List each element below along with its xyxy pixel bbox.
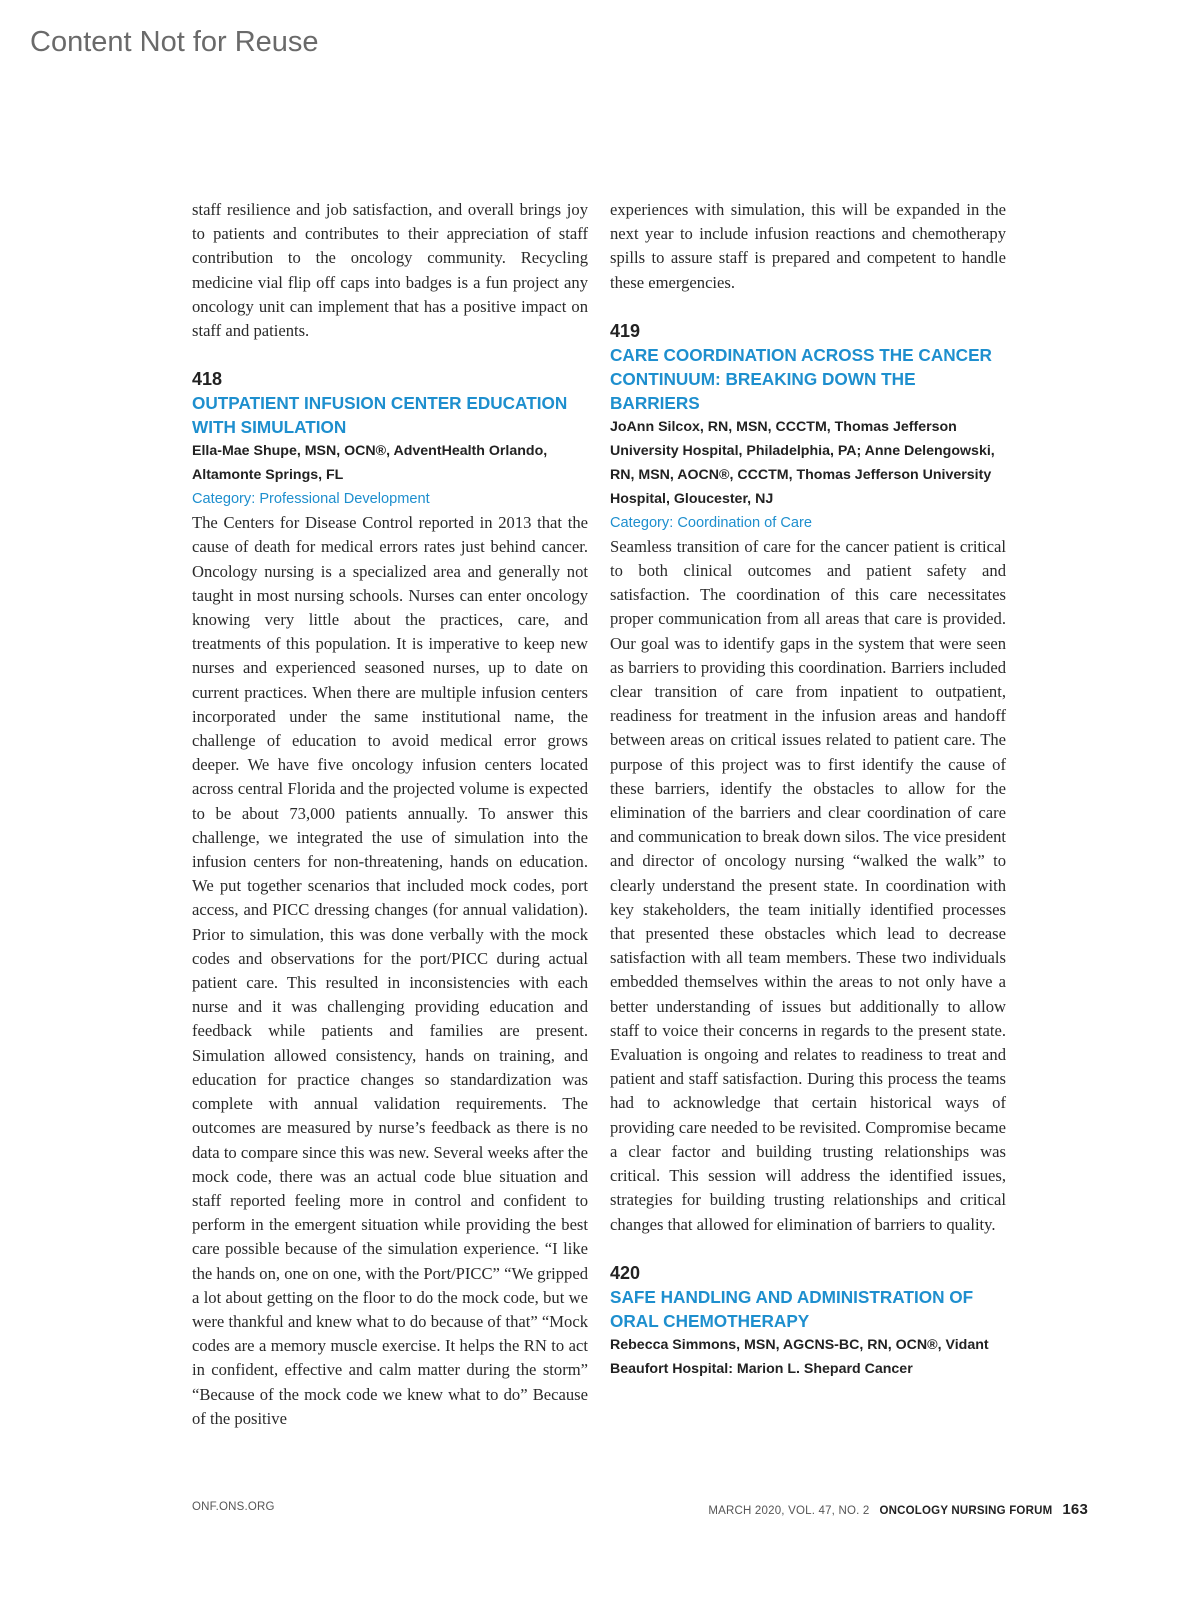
abstract-body: Seamless transition of care for the cancer patient is critical to both clinical outcomes and patient safety and satisfaction. The coordination of this care necessitates proper communication from all areas that care is provided. Our goal was to identify gaps in the system that were seen as barriers to providing this coordination. Barriers included clear transition of care from inpatient to outpatient, readiness for treatment in the infusion areas and handoff between areas on critical issues related to patient care. The purpose of this project was to first identify the cause of these barriers, identify the obstacles to allow for the elimination of the barriers and clear coordination of care and communication to break down silos. The vice president and director of oncology nursing “walked the walk” to clearly understand the present state. In coordination with key stakeholders, the team initially identified processes that presented these obstacles which lead to decrease satisfaction with all team members. These two individuals embedded themselves within the areas to not only have a better understanding of issues but additionally to allow staff to voice their concerns in regards to the present state. Evaluation is ongoing and relates to readiness to treat and patient and staff satisfaction. During this process the teams had to acknowledge that certain historical ways of providing care needed to be revisited. Compromise became a clear factor and building trusting relationships was critical. This session will address the identified issues, strategies for building trusting relationships and critical changes that allowed for elimination of barriers to quality. xyxy=(610,536,1006,1234)
right-column xyxy=(610,198,1006,1381)
abstract-category: Category: Professional Development xyxy=(192,491,430,508)
watermark: Content Not for Reuse xyxy=(30,26,319,58)
footer-journal: ONCOLOGY NURSING FORUM xyxy=(879,1505,1053,1517)
abstract-title: SAFE HANDLING AND ADMINISTRATION OF ORAL CHEMOTHERAPY xyxy=(610,1286,974,1331)
footer-issue-info xyxy=(708,1501,1088,1518)
abstract-category: Category: Coordination of Care xyxy=(610,514,812,531)
abstract-419 xyxy=(610,319,1006,1237)
abstract-number: 418 xyxy=(192,369,223,390)
abstract-title: CARE COORDINATION ACROSS THE CANCER CONTINUUM: BREAKING DOWN THE BARRIERS xyxy=(610,344,992,413)
footer-issue: MARCH 2020, VOL. 47, NO. 2 xyxy=(708,1505,870,1517)
abstract-title: OUTPATIENT INFUSION CENTER EDUCATION WITH SIMULATION xyxy=(192,393,568,438)
page-number: 163 xyxy=(1062,1501,1088,1518)
abstract-418 xyxy=(192,367,588,1431)
abstract-body: The Centers for Disease Control reported in 2013 that the cause of death for medical errors rates just behind cancer. Oncology nursing is a specialized area and generally not taught in most nursing schools. Nurses can enter oncology knowing very little about the practices, care, and treatments of this population. It is imperative to keep new nurses and experienced seasoned nurses, up to date on current practices. When there are multiple infusion centers incorporated under the same institutional name, the challenge of education to avoid medical error grows deeper. We have five oncology infusion centers located across central Florida and the projected volume is expected to be about 73,000 patients annually. To answer this challenge, we integrated the use of simulation into the infusion centers for non-threatening, hands on education. We put together scenarios that included mock codes, port access, and PICC dressing changes (for annual validation). Prior to simulation, this was done verbally with the mock codes and observations for the port/PICC during actual patient care. This resulted in inconsistencies with each nurse and it was challenging providing education and feedback while patients and families are present. Simulation allowed consistency, hands on training, and education for practice changes so standardization was complete with annual validation requirements. The outcomes are measured by nurse’s feedback as there is no data to compare since this was new. Several weeks after the mock code, there was an actual code blue situation and staff reported feeling more in control and confident to perform in the emergent situation while providing the best care possible because of the simulation experience. “I like the hands on, one on one, with the Port/PICC” “We gripped a lot about getting on the floor to do the mock code, but we were thankful and knew what to do because of that” “Mock codes are a memory muscle exercise. It helps the RN to act in confident, effective and calm matter during the storm” “Because of the mock code we knew what to do” Because of the positive xyxy=(192,513,588,1428)
abstract-authors: JoAnn Silcox, RN, MSN, CCCTM, Thomas Jefferson University Hospital, Philadelphia, PA; Anne Delengowski, RN, MSN, AOCN®, CCCTM, Thomas Jefferson University Hospital, Gloucester, NJ xyxy=(610,418,995,507)
abstract-authors: Rebecca Simmons, MSN, AGCNS-BC, RN, OCN®, Vidant Beaufort Hospital: Marion L. Shepard Cancer xyxy=(610,1336,989,1377)
abstract-number: 420 xyxy=(610,1262,641,1283)
abstract-authors: Ella-Mae Shupe, MSN, OCN®, AdventHealth Orlando, Altamonte Springs, FL xyxy=(192,443,548,484)
left-column xyxy=(192,198,588,1431)
continued-paragraph: experiences with simulation, this will be expanded in the next year to include infusion reactions and chemotherapy spills to assure staff is prepared and competent to handle these emergencies. xyxy=(610,200,1006,292)
abstract-number: 419 xyxy=(610,320,641,341)
continued-paragraph: staff resilience and job satisfaction, and overall brings joy to patients and contributes to their appreciation of staff contribution to the oncology community. Recycling medicine vial flip off caps into badges is a fun project any oncology unit can implement that has a positive impact on staff and patients. xyxy=(192,200,588,341)
footer-website: ONF.ONS.ORG xyxy=(192,1501,275,1513)
abstract-420 xyxy=(610,1261,1006,1381)
